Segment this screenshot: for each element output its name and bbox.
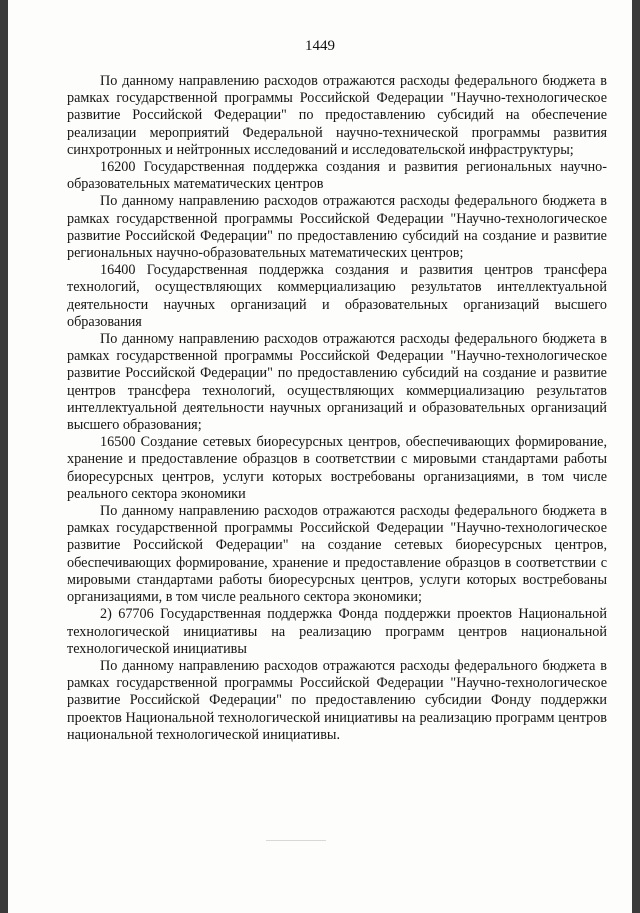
paragraph-5: По данному направлению расходов отражаются расходы федерального бюджета в рамках государственной программы Российской Федерации "Научно-технологическое развитие Российской Федерации" по предоставлению субсидий на создание и развитие центров трансфера технологий, осуществляющих коммерциализацию результатов интеллектуальной деятельности научных организаций и образовательных организаций высшего образования;	[67, 331, 607, 434]
document-body	[67, 73, 607, 744]
paragraph-4-code-16400: 16400 Государственная поддержка создания и развития центров трансфера технологий, осуществляющих коммерциализацию результатов интеллектуальной деятельности научных организаций и образовательных организаций высшего образования	[67, 262, 607, 330]
paragraph-7: По данному направлению расходов отражаются расходы федерального бюджета в рамках государственной программы Российской Федерации "Научно-технологическое развитие Российской Федерации" на создание сетевых биоресурсных центров, обеспечивающих формирование, хранение и предоставление образцов в соответствии с мировыми стандартами работы биоресурсных центров, услуги которых востребованы организациями, в том числе реального сектора экономики;	[67, 503, 607, 606]
paragraph-8-code-67706: 2) 67706 Государственная поддержка Фонда поддержки проектов Национальной технологической инициативы на реализацию программ центров национальной технологической инициативы	[67, 606, 607, 657]
paragraph-6-code-16500: 16500 Создание сетевых биоресурсных центров, обеспечивающих формирование, хранение и предоставление образцов в соответствии с мировыми стандартами работы биоресурсных центров, услуги которых востребованы организациями, в том числе реального сектора экономики	[67, 434, 607, 502]
scan-artifact	[266, 840, 326, 841]
paragraph-3: По данному направлению расходов отражаются расходы федерального бюджета в рамках государственной программы Российской Федерации "Научно-технологическое развитие Российской Федерации" по предоставлению субсидий на создание и развитие региональных научно-образовательных математических центров;	[67, 193, 607, 262]
paragraph-2-code-16200: 16200 Государственная поддержка создания и развития региональных научно-образовательных математических центров	[67, 159, 607, 193]
paragraph-9: По данному направлению расходов отражаются расходы федерального бюджета в рамках государственной программы Российской Федерации "Научно-технологическое развитие Российской Федерации" по предоставлению субсидии Фонду поддержки проектов Национальной технологической инициативы на реализацию программ центров национальной технологической инициативы.	[67, 657, 607, 743]
page-number: 1449	[305, 38, 335, 54]
document-page	[8, 0, 632, 913]
paragraph-1: По данному направлению расходов отражаются расходы федерального бюджета в рамках государственной программы Российской Федерации "Научно-технологическое развитие Российской Федерации" по предоставлению субсидий на обеспечение реализации мероприятий Федеральной научно-технической программы развития синхротронных и нейтронных исследований и исследовательской инфраструктуры;	[67, 73, 607, 158]
